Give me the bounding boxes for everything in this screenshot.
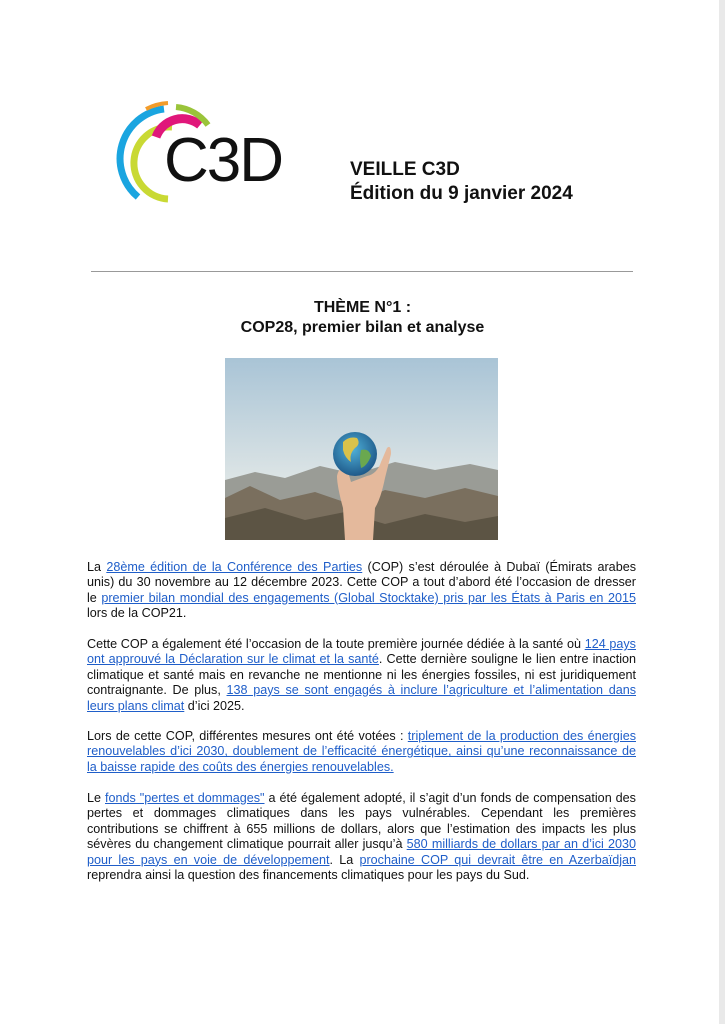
- paragraph-3: [87, 729, 636, 775]
- inline-link[interactable]: 124 pays ont approuvé la Déclaration sur le climat et la santé: [87, 637, 636, 667]
- theme-label: THÈME N°1 :: [313, 299, 412, 316]
- paragraph-text: (COP) s’est déroulée à Dubaï (Émirats arabes unis) du 30 novembre au 12 décembre 2023. Cette COP a tout d’abord été l’occasion de dresser le: [87, 560, 636, 605]
- inline-link[interactable]: triplement de la production des énergies renouvelables d’ici 2030, doublement de l’efficacité énergétique, ainsi qu’une reconnaissance de la baisse rapide des coûts des énergies renouvelables.: [87, 729, 636, 774]
- paragraph-2: [87, 637, 636, 714]
- paragraph-text: . Cette dernière souligne le lien entre inaction climatique et santé mais en revanche ne mentionne ni les énergies fossiles, ni est juridiquement contraignante. De plus,: [87, 652, 637, 698]
- paragraph-text: reprendra ainsi la question des financements climatiques pour les pays du Sud.: [87, 868, 530, 883]
- inline-link[interactable]: prochaine COP qui devrait être en Azerbaïdjan: [359, 852, 637, 867]
- paragraph-text: La: [87, 560, 107, 574]
- header-divider: [91, 271, 633, 272]
- inline-link[interactable]: 28ème édition de la Conférence des Parties: [106, 560, 363, 574]
- inline-link[interactable]: 580 milliards de dollars par an d’ici 2030 pour les pays en voie de développement: [87, 837, 636, 867]
- logo-wordmark: C3D: [164, 126, 283, 195]
- paragraph-text: Lors de cette COP, différentes mesures ont été votées :: [87, 729, 408, 743]
- edition-date: Édition du 9 janvier 2024: [350, 183, 573, 204]
- inline-link[interactable]: premier bilan mondial des engagements (Global Stocktake) pris par les États à Paris en 2015: [101, 590, 636, 605]
- inline-link[interactable]: 138 pays se sont engagés à inclure l’agriculture et l’alimentation dans leurs plans climat: [87, 683, 637, 713]
- theme-subtitle: COP28, premier bilan et analyse: [240, 319, 485, 336]
- paragraph-text: Le: [87, 791, 105, 805]
- paragraph-text: . La: [329, 852, 360, 867]
- paragraph-text: d’ici 2025.: [184, 698, 245, 713]
- paragraph-text: a été également adopté, il s’agit d’un fonds de compensation des pertes et dommages climatiques dans les pays vulnérables. Cependant les premières contributions se chiffrent à 655 millions de dollars, alors que l’estimation des impacts les plus sévères du changement climatique pourrait aller jusqu’à: [87, 791, 636, 852]
- paragraph-4: [87, 791, 636, 883]
- paragraph-text: Cette COP a également été l’occasion de la toute première journée dédiée à la santé où: [87, 637, 585, 651]
- paragraph-1: [87, 560, 636, 622]
- paragraph-text: lors de la COP21.: [87, 606, 187, 621]
- globe-in-hand-photo: [225, 358, 498, 540]
- newsletter-header: [350, 158, 573, 206]
- newsletter-title: VEILLE C3D: [350, 159, 460, 180]
- inline-link[interactable]: fonds "pertes et dommages": [105, 791, 265, 805]
